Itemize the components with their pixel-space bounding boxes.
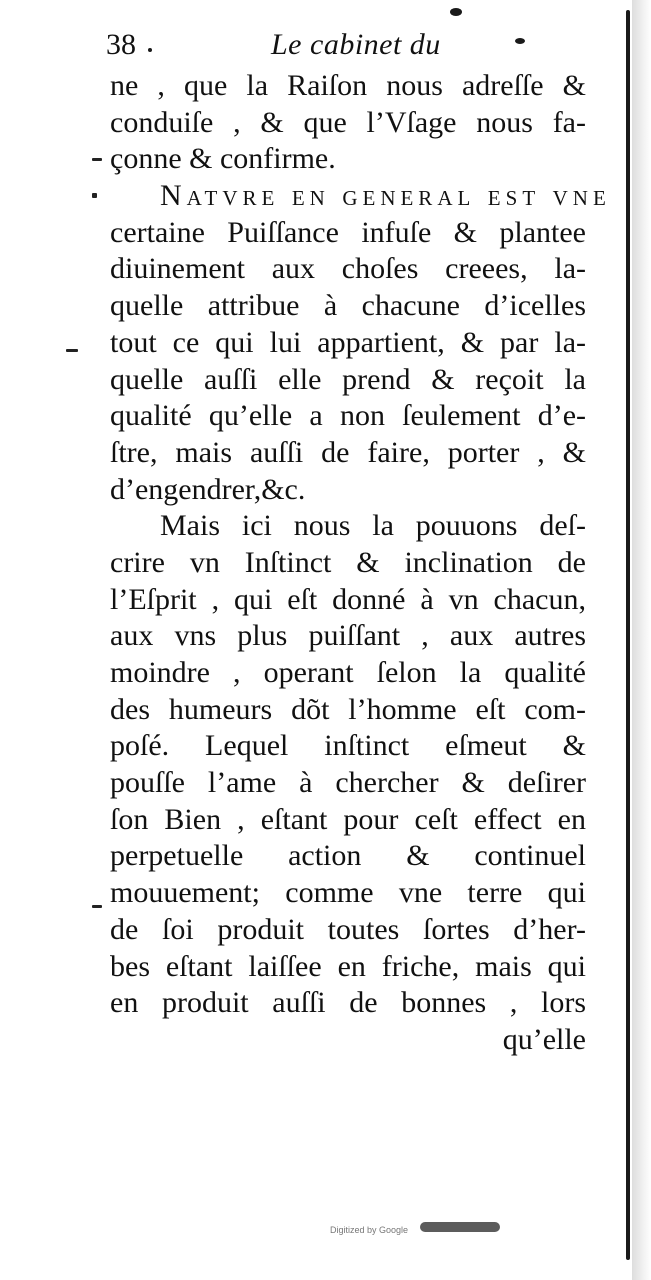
page-number: 38 <box>106 28 136 61</box>
text-line: moindre , operant ſelon la qualité <box>110 656 586 689</box>
text-line: de ſoi produit toutes ſortes d’her- <box>110 912 586 946</box>
text-line: çonne & confirme. <box>110 142 336 176</box>
digitization-watermark: Digitized by Google <box>330 1225 409 1235</box>
text-line: diuinement aux choſes creees, la- <box>110 252 586 286</box>
running-head: Le cabinet du <box>271 28 441 61</box>
text-block <box>110 68 611 1059</box>
text-line: en produit auſſi de bonnes , lors <box>110 986 586 1020</box>
margin-dash <box>92 905 102 908</box>
text-line: ne , que la Raiſon nous adreſſe & <box>110 69 586 102</box>
text-line: tout ce qui lui appartient, & par la- <box>110 325 586 359</box>
page-gutter-shadow <box>632 0 651 1280</box>
text-line: d’engendrer,&c. <box>110 472 306 506</box>
text-line: bes eſtant laiſſee en friche, mais qui <box>110 949 586 983</box>
text-line: poſé. Lequel inſtinct eſmeut & <box>110 729 586 763</box>
text-line: perpetuelle action & continuel <box>110 839 586 873</box>
text-line: ſtre, mais auſſi de faire, porter , & <box>110 435 586 469</box>
page-binding-edge <box>626 10 630 1260</box>
text-line: Mais ici nous la pouuons deſ- <box>160 509 586 543</box>
text-line: Natvre en general eſt vne <box>160 179 611 213</box>
margin-dash <box>92 158 102 161</box>
text-line: qualité qu’elle a non ſeulement d’e- <box>110 399 586 433</box>
text-line: quelle auſſi elle prend & reçoit la <box>110 362 586 396</box>
text-line: mouuement; comme vne terre qui <box>110 876 586 910</box>
text-line: aux vns plus puiſſant , aux autres <box>110 619 586 653</box>
ink-speck <box>148 48 152 52</box>
text-line: conduiſe , & que l’Vſage nous fa- <box>110 105 586 139</box>
ink-speck <box>450 8 462 16</box>
text-line: l’Eſprit , qui eſt donné à vn chacun, <box>110 582 586 616</box>
margin-dash <box>66 349 78 352</box>
text-line: ſon Bien , eſtant pour ceſt effect en <box>110 802 586 836</box>
text-line: crire vn Inſtinct & inclination de <box>110 545 586 579</box>
text-line: certaine Puiſſance infuſe & plantee <box>110 215 586 249</box>
text-line: pouſſe l’ame à chercher & deſirer <box>110 766 586 800</box>
page-header <box>106 28 586 68</box>
margin-dash <box>92 193 97 198</box>
text-line: quelle attribue à chacune d’icelles <box>110 289 586 323</box>
ink-speck <box>515 38 525 44</box>
text-line: des humeurs dõt l’homme eſt com- <box>110 692 586 726</box>
ink-blot <box>420 1222 500 1232</box>
catchword: qu’elle <box>502 1022 586 1056</box>
